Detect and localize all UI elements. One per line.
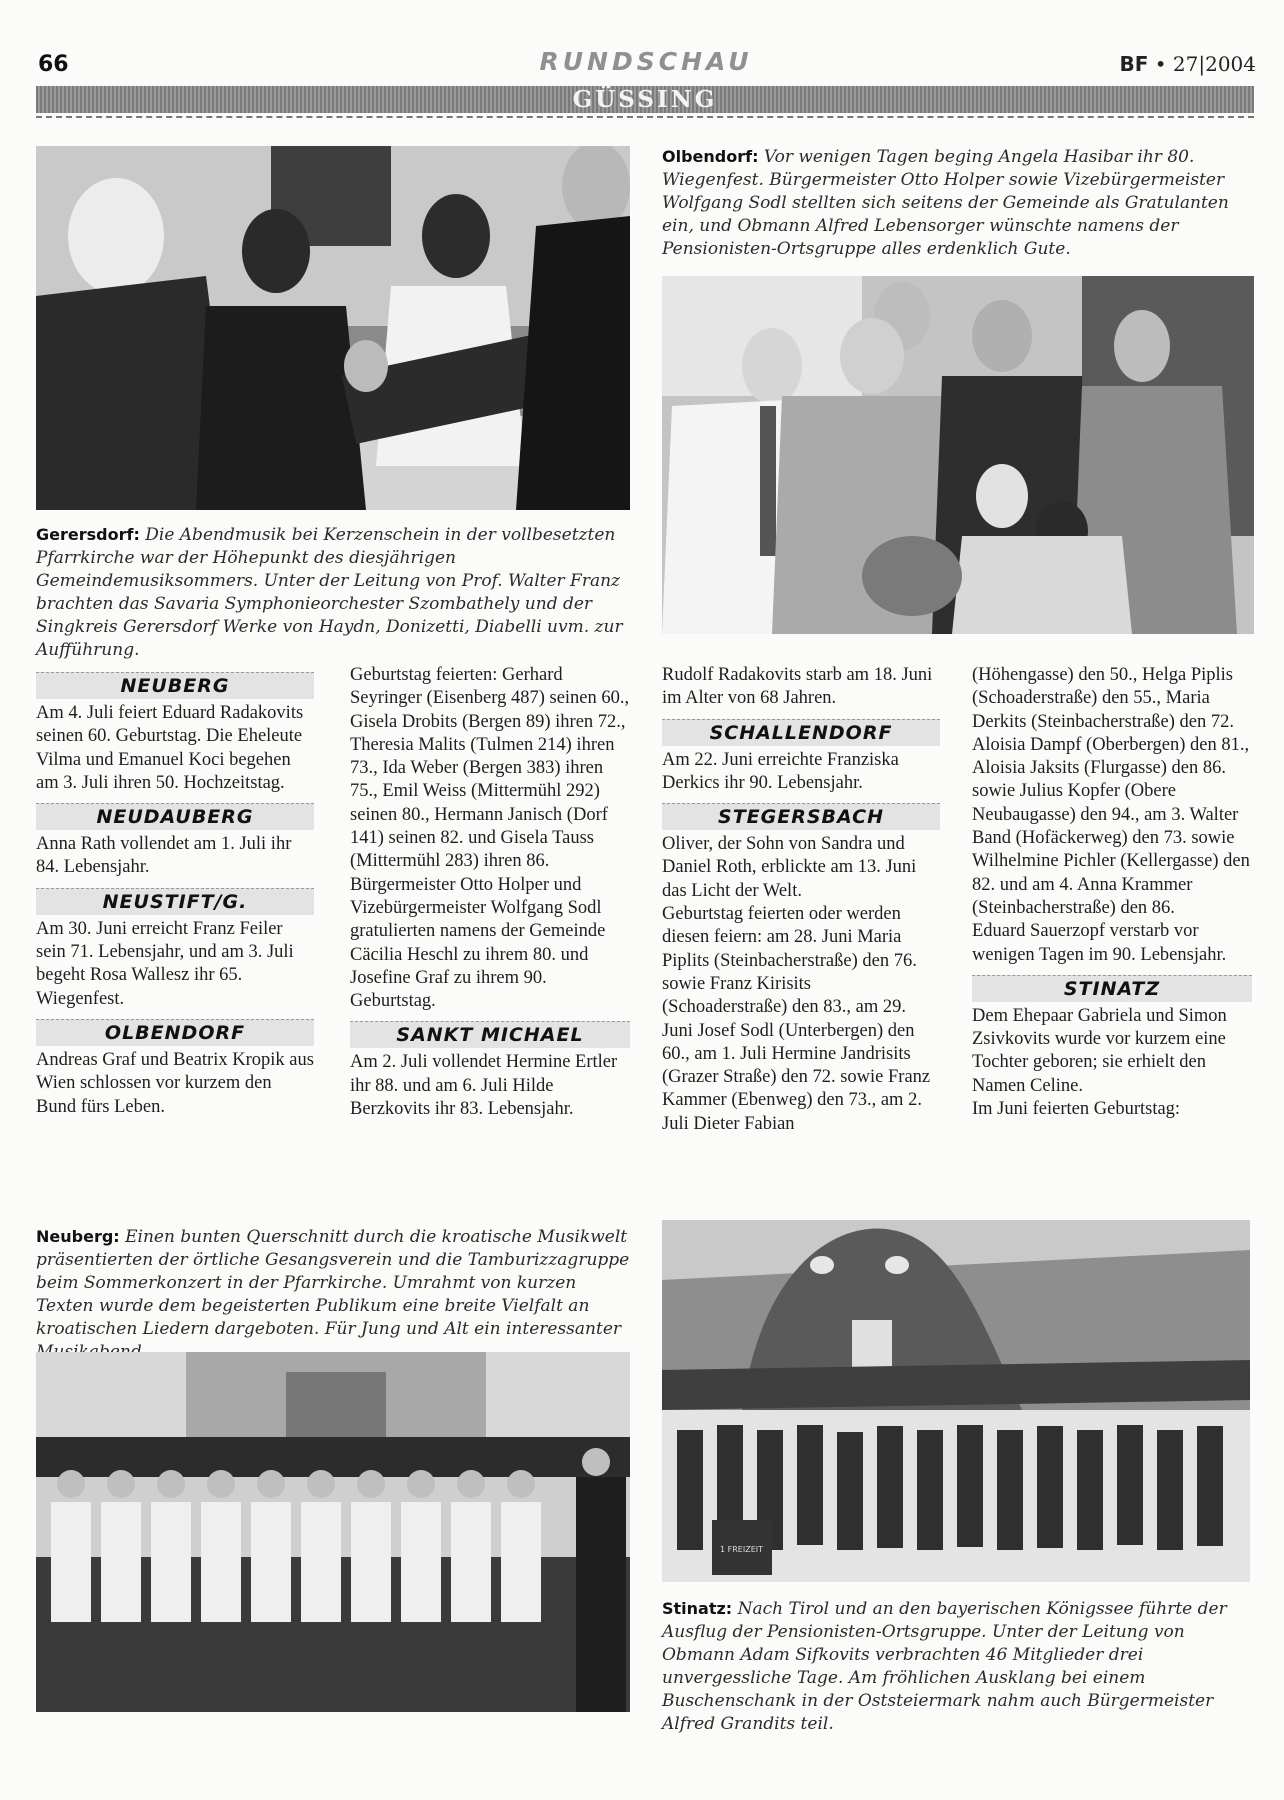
article-neudauberg: Anna Rath vollendet am 1. Juli ihr 84. Lebensjahr. <box>36 834 292 878</box>
masthead <box>36 48 1256 76</box>
caption-text: Nach Tirol und an den bayerischen Königssee führte der Ausflug der Pensionisten-Ortsgruppe. Unter der Leitung von Obmann Adam Sifkovits verbrachten 46 Mitglieder drei unvergessliche Tage. Am fröhlichen Ausklang bei einem Buschenschank in der Oststeiermark nahm auch Bürgermeister Alfred Grandits teil. <box>662 1599 1227 1734</box>
page-number: 66 <box>38 52 69 77</box>
caption-place: Stinatz: <box>662 1599 733 1618</box>
issue-separator: • <box>1154 52 1167 76</box>
article-olbendorf: Andreas Graf und Beatrix Kropik aus Wien schlossen vor kurzem den Bund fürs Leben. <box>36 1049 314 1117</box>
article-stinatz: Dem Ehepaar Gabriela und Simon Zsivkovits wurde vor kurzem eine Tochter geboren; sie erhielt den Namen Celine. <box>972 1005 1227 1096</box>
article-schallendorf: Am 22. Juni erreichte Franziska Derkics ihr 90. Lebensjahr. <box>662 749 899 793</box>
issue-info <box>1119 52 1256 76</box>
section-title: GÜSSING <box>572 86 718 113</box>
article-sankt-michael: Am 2. Juli vollendet Hermine Ertler ihr 88. und am 6. Juli Hilde Berzkovits ihr 83. Lebensjahr. <box>350 1052 618 1120</box>
article-stegersbach-birth: Oliver, der Sohn von Sandra und Daniel Roth, erblickte am 13. Juni das Licht der Welt. <box>662 834 917 901</box>
heading-neustift: NEUSTIFT/G. <box>36 888 314 915</box>
brand-logo: BF <box>1119 52 1149 76</box>
stinatz-caption <box>662 1598 1248 1736</box>
article-stegersbach-obituary: Eduard Sauerzopf verstarb vor wenigen Tagen im 90. Lebensjahr. <box>972 921 1227 965</box>
article-neustift: Am 30. Juni erreicht Franz Feiler sein 71. Lebensjahr, und am 3. Juli begeht Rosa Wallesz ihr 65. Wiegenfest. <box>36 918 294 1009</box>
column-2 <box>350 664 630 1121</box>
caption-text: Einen bunten Querschnitt durch die kroatische Musikwelt präsentierten der örtliche Gesangsverein und die Tamburizzagruppe beim Sommerkonzert in der Pfarrkirche. Umrahmt von kurzen Texten wurde dem begeisterten Publikum eine breite Vielfalt an kroatischen Liedern dargeboten. Für Jung und Alt ein interessanter <box>36 1227 630 1339</box>
neuberg-choir-photo <box>36 1352 630 1712</box>
article-obituary: Rudolf Radakovits starb am 18. Juni im Alter von 68 Jahren. <box>662 665 933 709</box>
neuberg-caption <box>36 1226 632 1364</box>
magazine-title: RUNDSCHAU <box>539 47 753 76</box>
heading-stinatz: STINATZ <box>972 975 1252 1002</box>
sign-text: 1 FREIZEIT <box>720 1545 763 1554</box>
article-neuberg: Am 4. Juli feiert Eduard Radakovits seinen 60. Geburtstag. Die Eheleute Vilma und Emanuel Koci begehen am 3. Juli ihren 50. Hochzeitstag. <box>36 703 304 793</box>
column-1 <box>36 672 314 1119</box>
column-3 <box>662 664 940 1136</box>
olbendorf-caption <box>662 146 1248 261</box>
caption-place: Olbendorf: <box>662 147 759 166</box>
gerersdorf-caption <box>36 524 626 662</box>
section-divider <box>36 116 1254 118</box>
stinatz-photo <box>662 1220 1250 1582</box>
heading-neudauberg: NEUDAUBERG <box>36 803 314 830</box>
issue-number: 27|2004 <box>1172 52 1256 76</box>
article-stinatz-birthdays: Im Juni feierten Geburtstag: <box>972 1099 1181 1120</box>
heading-olbendorf: OLBENDORF <box>36 1019 314 1046</box>
gerersdorf-photo <box>36 146 630 510</box>
olbendorf-photo <box>662 276 1254 634</box>
article-stegersbach-birthdays: Geburtstag feierten oder werden diesen feiern: am 28. Juni Maria Piplits (Steinbacherstraße) den 76. sowie Franz Kirisits (Schoaderstraße) den 83., am 29. Juni Josef Sodl (Unterbergen) den 60., am 1. Juli Hermine Jandrisits (Grazer Straße) den 72. sowie Franz Kammer (Ebenweg) den 73., am 2. Juli Dieter Fabian <box>662 904 931 1134</box>
heading-schallendorf: SCHALLENDORF <box>662 719 940 746</box>
article-congratulations: Bürgermeister Otto Holper und Vizebürgermeister Wolfgang Sodl gratulierten namens der Gemeinde Cäcilia Heschl zu ihrem 80. und Josefine Graf zu ihrem 90. Geburtstag. <box>350 874 606 1012</box>
heading-stegersbach: STEGERSBACH <box>662 803 940 830</box>
section-bar <box>36 86 1254 113</box>
column-4 <box>972 664 1252 1121</box>
caption-text: Die Abendmusik bei Kerzenschein in der vollbesetzten Pfarrkirche war der Höhepunkt des diesjährigen Gemeindemusiksommers. Unter der Leitung von Prof. Walter Franz brachten das Savaria Symphonieorchester Szombathely und der Singkreis Gerersdorf Werke von Haydn, Donizetti, Diabelli uvm. zur Aufführung. <box>36 525 623 660</box>
article-birthdays: Geburtstag feierten: Gerhard Seyringer (Eisenberg 487) seinen 60., Gisela Drobits (Bergen 89) ihren 72., Theresia Malits (Tulmen 214) ihren 73., Ida Weber (Bergen 383) ihren 75., Emil Weiss (Mittermühl 292) seinen 80., Hermann Janisch (Dorf 141) seinen 82. und Gisela Tauss (Mittermühl 283) ihren 86. <box>350 665 630 872</box>
heading-neuberg: NEUBERG <box>36 672 314 699</box>
article-stegersbach-continued: (Höhengasse) den 50., Helga Piplis (Schoaderstraße) den 55., Maria Derkits (Steinbacherstraße) den 72. Aloisia Dampf (Oberbergen) den 81., Aloisia Jaksits (Flurgasse) den 86. sowie Julius Kopfer (Obere Neubaugasse) den 94., am 3. Walter Band (Hofäckerweg) den 73. sowie Wilhelmine Pichler (Kellergasse) den 82. und am 4. Anna Krammer (Steinbacherstraße) den 86. <box>972 665 1250 918</box>
caption-place: Gerersdorf: <box>36 525 140 544</box>
caption-text: Vor wenigen Tagen beging Angela Hasibar ihr 80. Wiegenfest. Bürgermeister Otto Holper sowie Vizebürgermeister Wolfgang Sodl stellten sich seitens der Gemeinde als Gratulanten ein, und Obmann Alfred Lebensorger wünschte namens der Pensionisten-Ortsgruppe alles erdenklich Gute. <box>662 147 1229 259</box>
heading-sankt-michael: SANKT MICHAEL <box>350 1021 630 1048</box>
caption-place: Neuberg: <box>36 1227 120 1246</box>
